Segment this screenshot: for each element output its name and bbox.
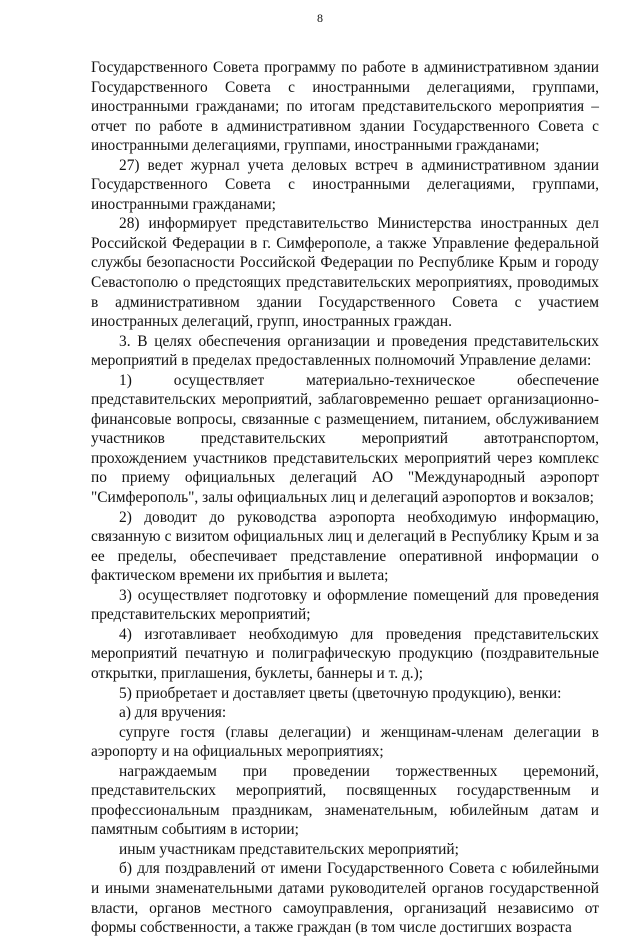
paragraph-subitem-a: а) для вручения: — [119, 704, 227, 722]
paragraph-awardees: награждаемым при проведении торжественных церемоний, представительских мероприятий, посвященных государственным и профессиональным праздникам, знаменательным, юбилейным датам и памятным событиям в истории; — [91, 762, 599, 839]
paragraph-subitem-b: б) для поздравлений от имени Государственного Совета с юбилейными и иными знаменательными датами руководителей органов государственной власти, органов местного самоуправления, организаций независимо от формы собственности, а также граждан (в том числе достигших возраста — [91, 860, 599, 937]
paragraph-item-1: 1) осуществляет материально-техническое обеспечение представительских мероприятий, заблаговременно решает организационно-финансовые вопросы, связанные с размещением, питанием, обслуживанием участников представительских мероприятий автотранспортом, прохождением участников представительских мероприятий через комплекс по приему официальных делегаций АО "Международный аэропорт "Симферополь", залы официальных лиц и делегаций аэропортов и вокзалов; — [91, 371, 599, 507]
paragraph-item-27: 27) ведет журнал учета деловых встреч в административном здании Государственного Совета с иностранными делегациями, группами, иностранными гражданами; — [91, 156, 599, 213]
page-number: 8 — [317, 11, 323, 25]
paragraph-item-5: 5) приобретает и доставляет цветы (цветочную продукцию), венки: — [119, 684, 562, 702]
paragraph-section-3: 3. В целях обеспечения организации и проведения представительских мероприятий в пределах предоставленных полномочий Управление делами: — [91, 332, 599, 370]
document-body — [91, 58, 599, 938]
paragraph-item-28: 28) информирует представительство Министерства иностранных дел Российской Федерации в г. Симферополе, а также Управление федеральной службы безопасности Российской Федерации по Республике Крым и городу Севастополю о предстоящих представительских мероприятиях, проводимых в административном здании Государственного Совета с участием иностранных делегаций, групп, иностранных граждан. — [91, 215, 599, 331]
paragraph-item-4: 4) изготавливает необходимую для проведения представительских мероприятий печатную и полиграфическую продукцию (поздравительные открытки, приглашения, буклеты, баннеры и т. д.); — [91, 625, 599, 682]
paragraph-item-3: 3) осуществляет подготовку и оформление помещений для проведения представительских мероприятий; — [91, 586, 599, 624]
paragraph-continuation: Государственного Совета программу по работе в административном здании Государственного Совета с иностранными делегациями, группами, иностранными гражданами; по итогам представительского мероприятия – отчет по работе в административном здании Государственного Совета с иностранными делегациями, группами, иностранными гражданами; — [91, 59, 599, 155]
paragraph-spouse: супруге гостя (главы делегации) и женщинам-членам делегации в аэропорту и на официальных мероприятиях; — [91, 723, 599, 761]
paragraph-other-participants: иным участникам представительских мероприятий; — [119, 840, 459, 858]
paragraph-item-2: 2) доводит до руководства аэропорта необходимую информацию, связанную с визитом официальных лиц и делегаций в Республику Крым и за ее пределы, обеспечивает представление оперативной информации о фактическом времени их прибытия и вылета; — [91, 508, 599, 585]
